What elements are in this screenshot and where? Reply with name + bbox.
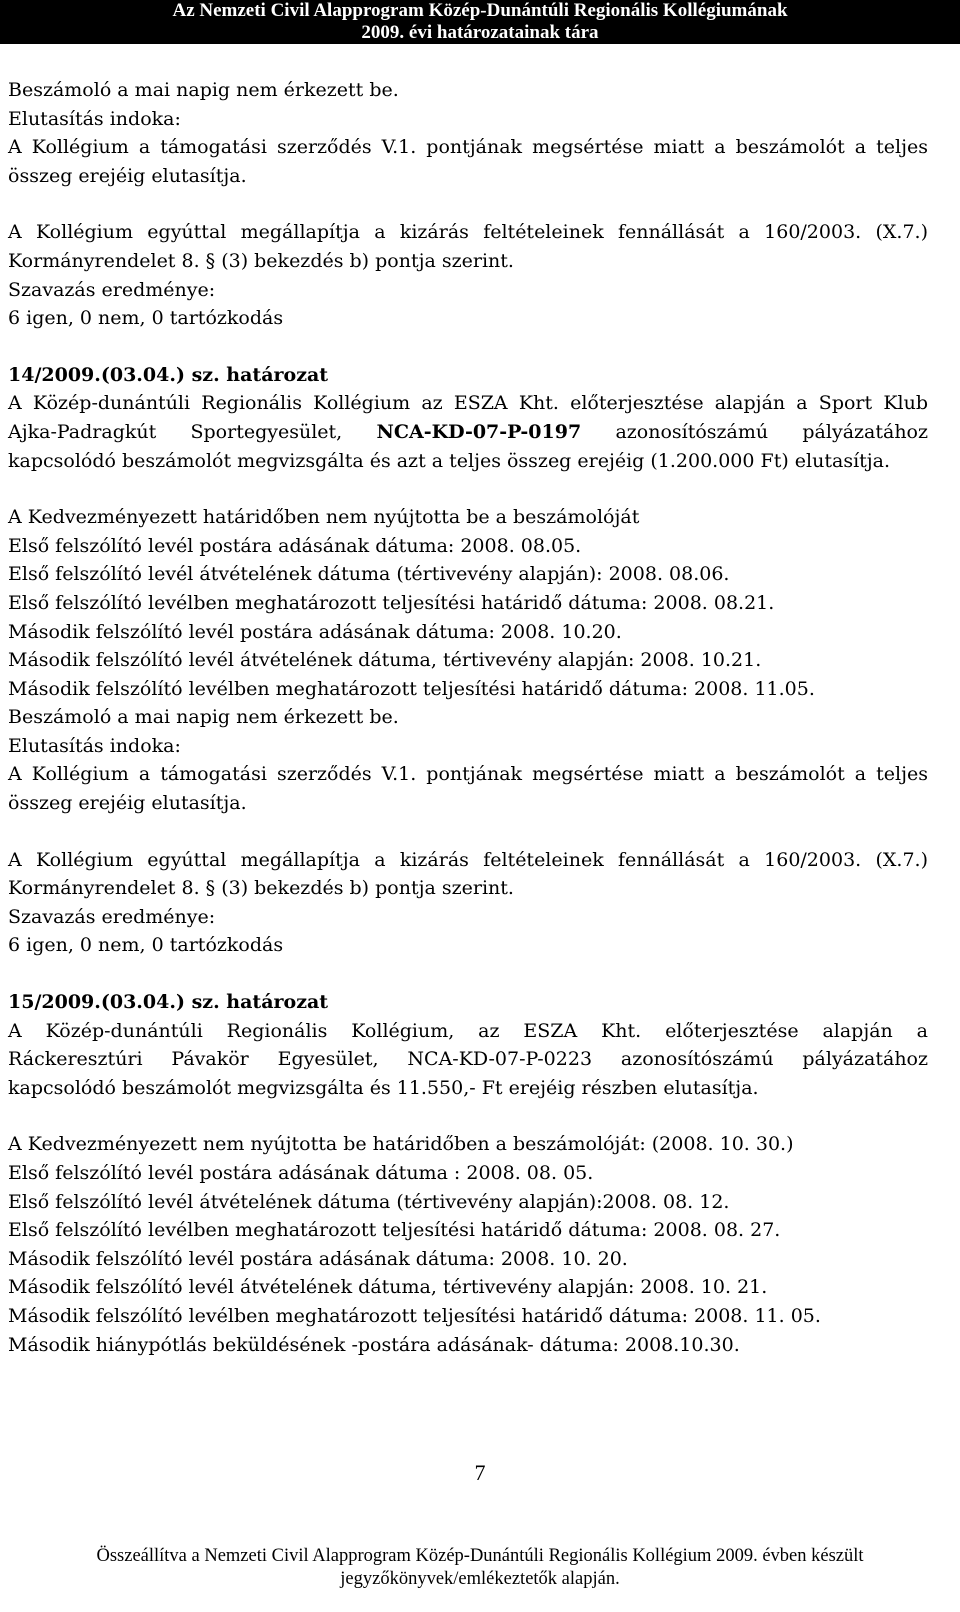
fact-line: Második felszólító levél postára adásának dátuma: 2008. 10.20. xyxy=(8,620,622,643)
fact-line: Első felszólító levél postára adásának dátuma: 2008. 08.05. xyxy=(8,534,582,557)
resolution-text-line: kapcsolódó beszámolót megvizsgálta és azt a teljes összeg erejéig (1.200.000 Ft) elutasítja. xyxy=(8,449,891,472)
exclusion-line: Kormányrendelet 8. § (3) bekezdés b) pontja szerint. xyxy=(8,877,514,900)
page-footer xyxy=(0,1545,960,1591)
vote-label: Szavazás eredménye: xyxy=(8,278,216,301)
fact-line: Második felszólító levél átvételének dátuma, tértivevény alapján: 2008. 10.21. xyxy=(8,649,762,672)
header-subtitle: 2009. évi határozatainak tára xyxy=(361,22,599,43)
application-suffix: azonosítószámú pályázatához xyxy=(615,420,929,443)
fact-line: Első felszólító levél postára adásának dátuma : 2008. 08. 05. xyxy=(8,1162,594,1184)
footer-line: jegyzőkönyvek/emlékeztetők alapján. xyxy=(340,1569,620,1589)
rejection-reason-line: összeg erejéig elutasítja. xyxy=(8,164,247,187)
exclusion-line: A Kollégium egyúttal megállapítja a kizárás feltételeinek fennállását a 160/2003. (X.7.) xyxy=(8,221,928,244)
rejection-reason-line: összeg erejéig elutasítja. xyxy=(8,792,247,815)
rejection-reason-label: Elutasítás indoka: xyxy=(8,107,181,130)
fact-line: Második felszólító levélben meghatározott teljesítési határidő dátuma: 2008. 11.05. xyxy=(8,677,815,700)
vote-result: 6 igen, 0 nem, 0 tartózkodás xyxy=(8,934,284,957)
header-title: Az Nemzeti Civil Alapprogram Közép-Dunántúli Regionális Kollégiumának xyxy=(172,0,788,21)
vote-label: Szavazás eredménye: xyxy=(8,905,216,928)
fact-line: A Kedvezményezett nem nyújtotta be határidőben a beszámolóját: (2008. 10. 30.) xyxy=(8,1133,794,1156)
resolution-text-line: A Közép-dunántúli Regionális Kollégium, az ESZA Kht. előterjesztése alapján a xyxy=(8,1019,928,1042)
report-status: Beszámoló a mai napig nem érkezett be. xyxy=(8,79,399,101)
applicant-name: Ajka-Padragkút Sportegyesület, xyxy=(8,420,343,443)
vote-result: 6 igen, 0 nem, 0 tartózkodás xyxy=(8,307,284,330)
fact-line: Első felszólító levél átvételének dátuma (tértivevény alapján): 2008. 08.06. xyxy=(8,563,730,586)
fact-line: Második felszólító levélben meghatározott teljesítési határidő dátuma: 2008. 11. 05. xyxy=(8,1304,821,1327)
resolution-text-line: Ráckeresztúri Pávakör Egyesület, NCA-KD-07-P-0223 azonosítószámú pályázatához xyxy=(8,1048,928,1071)
fact-line: Második felszólító levél postára adásának dátuma: 2008. 10. 20. xyxy=(8,1247,628,1270)
fact-line: Első felszólító levélben meghatározott teljesítési határidő dátuma: 2008. 08. 27. xyxy=(8,1219,781,1242)
rejection-reason-line: A Kollégium a támogatási szerződés V.1. pontjának megsértése miatt a beszámolót a teljes xyxy=(8,763,928,786)
page-header xyxy=(0,0,960,44)
fact-line: Második hiánypótlás beküldésének -postára adásának- dátuma: 2008.10.30. xyxy=(8,1333,740,1356)
application-code: NCA-KD-07-P-0197 xyxy=(376,420,582,443)
resolution-title: 15/2009.(03.04.) sz. határozat xyxy=(8,991,329,1014)
resolution-text-line xyxy=(8,418,928,447)
fact-line: Első felszólító levélben meghatározott teljesítési határidő dátuma: 2008. 08.21. xyxy=(8,591,775,614)
rejection-reason-line: A Kollégium a támogatási szerződés V.1. pontjának megsértése miatt a beszámolót a teljes xyxy=(8,136,928,159)
resolution-text-line: kapcsolódó beszámolót megvizsgálta és 11.550,- Ft erejéig részben elutasítja. xyxy=(8,1076,759,1099)
fact-line: Második felszólító levél átvételének dátuma, tértivevény alapján: 2008. 10. 21. xyxy=(8,1276,768,1299)
fact-line: Beszámoló a mai napig nem érkezett be. xyxy=(8,706,399,729)
exclusion-line: Kormányrendelet 8. § (3) bekezdés b) pontja szerint. xyxy=(8,249,514,272)
resolution-text-line: A Közép-dunántúli Regionális Kollégium az ESZA Kht. előterjesztése alapján a Sport Klub xyxy=(8,392,928,415)
document-body xyxy=(8,76,928,1359)
exclusion-line: A Kollégium egyúttal megállapítja a kizárás feltételeinek fennállását a 160/2003. (X.7.) xyxy=(8,848,928,871)
footer-line: Összeállítva a Nemzeti Civil Alapprogram Közép-Dunántúli Regionális Kollégium 2009. évben készült xyxy=(96,1546,864,1566)
fact-line: Első felszólító levél átvételének dátuma (tértivevény alapján):2008. 08. 12. xyxy=(8,1190,730,1213)
rejection-reason-label: Elutasítás indoka: xyxy=(8,734,181,757)
fact-line: A Kedvezményezett határidőben nem nyújtotta be a beszámolóját xyxy=(8,506,640,529)
resolution-title: 14/2009.(03.04.) sz. határozat xyxy=(8,363,329,386)
page-number: 7 xyxy=(474,1460,486,1485)
